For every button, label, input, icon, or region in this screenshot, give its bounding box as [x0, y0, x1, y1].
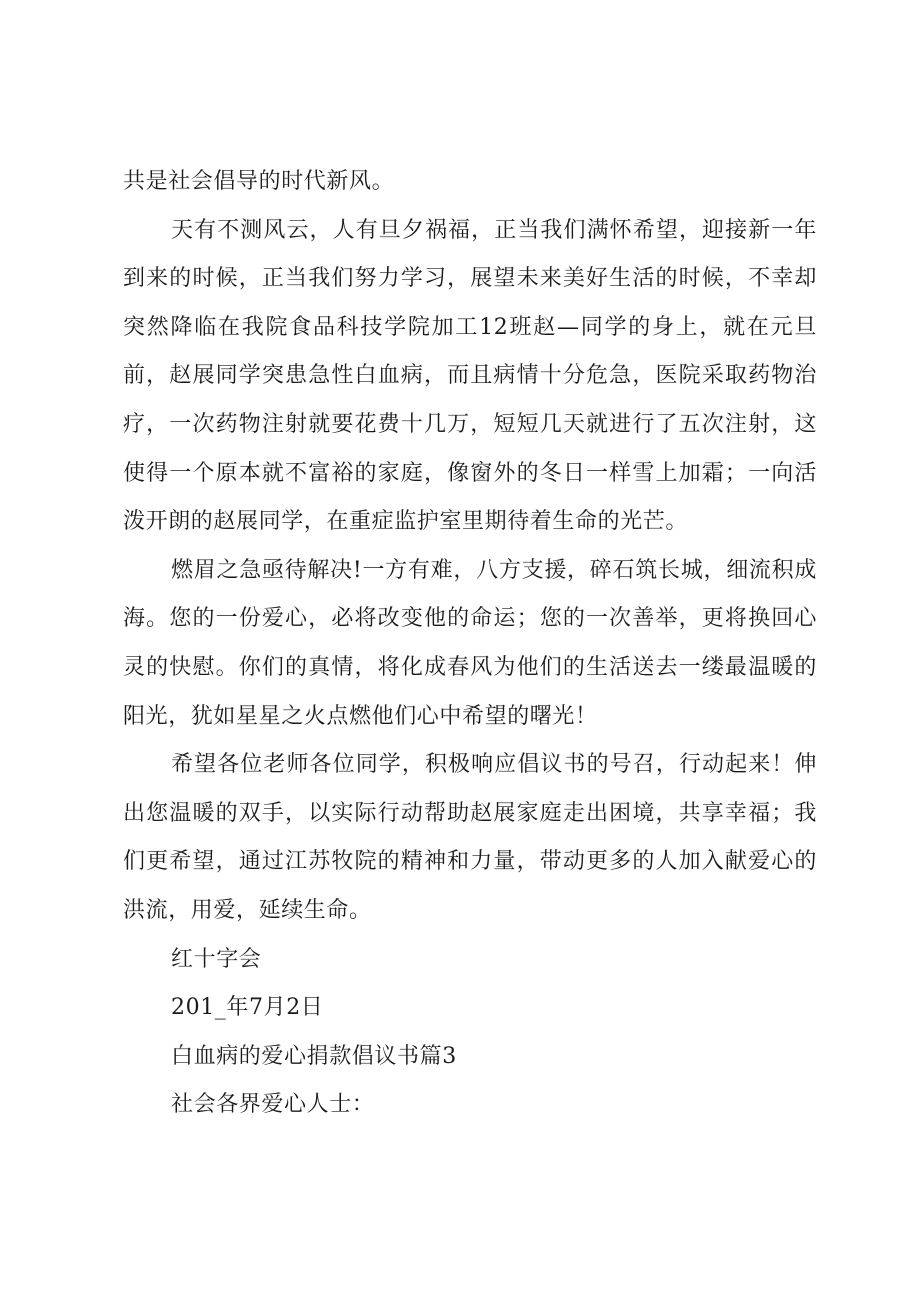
- section-title: 白血病的爱心捐款倡议书篇3: [171, 1043, 457, 1069]
- signature-date: 201_年7月2日: [171, 995, 324, 1021]
- paragraph-call-to-action: 希望各位老师各位同学，积极响应倡议书的号召，行动起来！伸出您温暖的双手，以实际行动帮助赵展家庭走出困境，共享幸福；我们更希望，通过江苏牧院的精神和力量，带动更多的人加入献爱心的洪流，用爱，延续生命。: [123, 752, 817, 923]
- document-body: [123, 158, 817, 1130]
- paragraph-situation: 天有不测风云，人有旦夕祸福，正当我们满怀希望，迎接新一年到来的时候，正当我们努力学习，展望未来美好生活的时候，不幸却突然降临在我院食品科技学院加工12班赵—同学的身上，就在元旦前，赵展同学突患急性白血病，而且病情十分危急，医院采取药物治疗，一次药物注射就要花费十几万，短短几天就进行了五次注射，这使得一个原本就不富裕的家庭，像窗外的冬日一样雪上加霜；一向活泼开朗的赵展同学，在重症监护室里期待着生命的光芒。: [123, 217, 817, 535]
- paragraph-appeal: 燃眉之急亟待解决!一方有难，八方支援，碎石筑长城，细流积成海。您的一份爱心，必将改变他的命运；您的一次善举，更将换回心灵的快慰。你们的真情，将化成春风为他们的生活送去一缕最温暖的阳光，犹如星星之火点燃他们心中希望的曙光！: [123, 557, 817, 729]
- signature-organization: 红十字会: [171, 946, 262, 972]
- paragraph-continuation: 共是社会倡导的时代新风。: [123, 169, 395, 194]
- salutation: 社会各界爱心人士：: [171, 1092, 375, 1118]
